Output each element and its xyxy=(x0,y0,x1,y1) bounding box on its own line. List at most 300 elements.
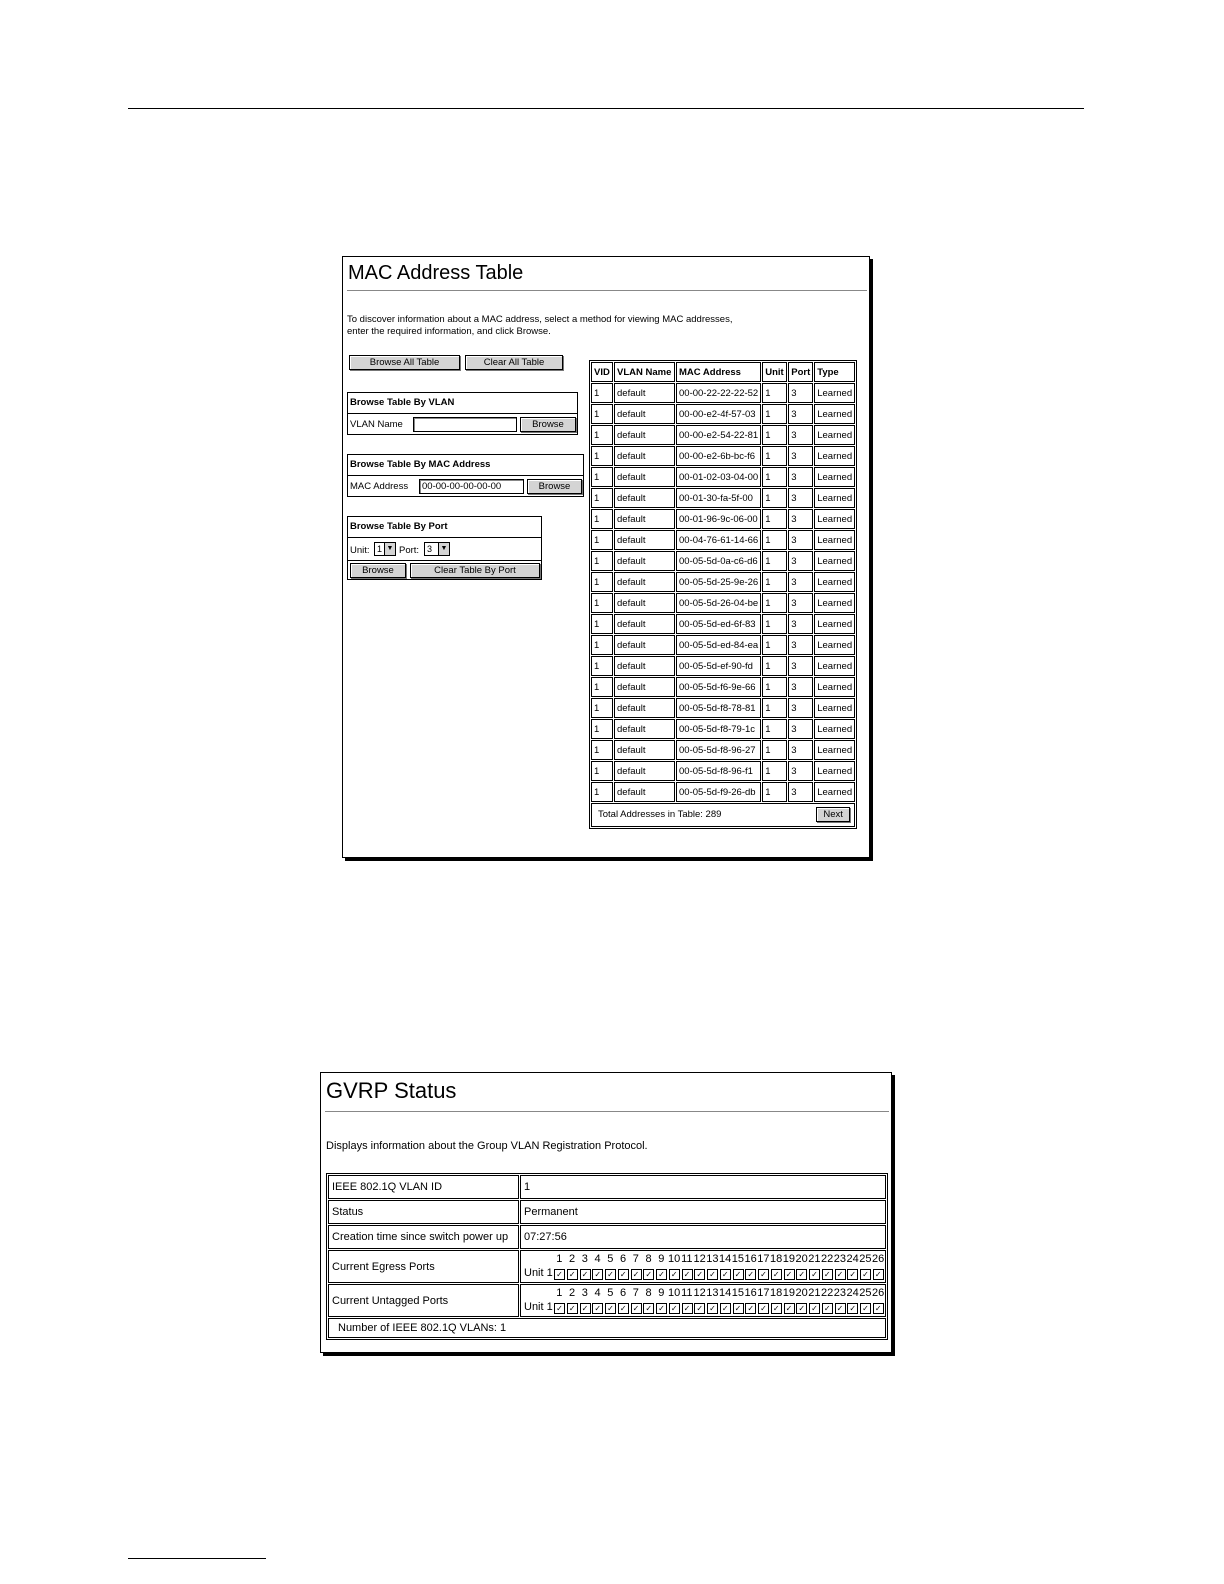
table-cell: 1 xyxy=(762,467,787,487)
port-number: 4 xyxy=(594,1252,601,1265)
port-number: 1 xyxy=(556,1252,563,1265)
table-cell: 1 xyxy=(762,446,787,466)
table-cell: 3 xyxy=(788,551,813,571)
table-cell: 3 xyxy=(788,740,813,760)
port-checkbox[interactable] xyxy=(796,1303,807,1314)
table-cell: 1 xyxy=(762,656,787,676)
port-checkbox[interactable] xyxy=(631,1303,642,1314)
port-checkbox[interactable] xyxy=(809,1303,820,1314)
description-line: enter the required information, and click Browse. xyxy=(347,326,551,337)
table-cell: default xyxy=(614,446,675,466)
browse-by-vlan-button[interactable]: Browse xyxy=(520,417,576,432)
port-number: 18 xyxy=(769,1252,783,1265)
port-checkbox[interactable] xyxy=(771,1269,782,1280)
table-cell: Learned xyxy=(814,614,855,634)
untagged-ports-cell xyxy=(520,1284,886,1317)
port-number: 10 xyxy=(667,1286,681,1299)
port-checkbox[interactable] xyxy=(873,1269,884,1280)
port-checkbox[interactable] xyxy=(758,1303,769,1314)
table-cell: 1 xyxy=(591,614,613,634)
table-cell: 00-05-5d-ed-6f-83 xyxy=(676,614,761,634)
port-number: 13 xyxy=(706,1286,719,1299)
table-cell: Learned xyxy=(814,383,855,403)
table-cell: 1 xyxy=(762,782,787,802)
gvrp-window-description: Displays information about the Group VLAN Registration Protocol. xyxy=(326,1140,648,1152)
table-cell: Learned xyxy=(814,404,855,424)
unit-label: Unit 1 xyxy=(524,1266,553,1279)
table-row xyxy=(591,614,855,634)
chevron-down-icon: ▼ xyxy=(384,543,395,555)
unit-select[interactable] xyxy=(374,542,396,556)
table-cell: 1 xyxy=(591,383,613,403)
port-checkbox[interactable] xyxy=(694,1303,705,1314)
table-cell: Learned xyxy=(814,530,855,550)
port-number: 24 xyxy=(846,1252,859,1265)
port-checkbox[interactable] xyxy=(643,1303,654,1314)
port-number: 11 xyxy=(681,1252,693,1265)
table-cell: Learned xyxy=(814,467,855,487)
port-checkbox[interactable] xyxy=(656,1303,667,1314)
port-number: 9 xyxy=(658,1286,665,1299)
table-cell: 3 xyxy=(788,698,813,718)
port-checkbox[interactable] xyxy=(707,1269,718,1280)
browse-all-table-button[interactable]: Browse All Table xyxy=(349,355,460,370)
table-row xyxy=(328,1225,886,1249)
next-button[interactable]: Next xyxy=(816,807,850,822)
vlan-name-input[interactable] xyxy=(413,417,517,432)
table-cell: Learned xyxy=(814,656,855,676)
port-number: 1 xyxy=(556,1286,563,1299)
port-checkbox[interactable] xyxy=(682,1269,693,1280)
table-cell: 1 xyxy=(762,593,787,613)
title-divider xyxy=(347,290,867,291)
table-row xyxy=(591,719,855,739)
port-checkbox[interactable] xyxy=(669,1303,680,1314)
unit-label: Unit: xyxy=(350,545,370,556)
port-select[interactable] xyxy=(424,542,450,556)
port-checkbox[interactable] xyxy=(720,1269,731,1280)
port-checkbox[interactable] xyxy=(567,1303,578,1314)
port-checkbox[interactable] xyxy=(720,1303,731,1314)
port-number: 10 xyxy=(667,1252,681,1265)
table-row xyxy=(591,698,855,718)
port-checkbox[interactable] xyxy=(567,1269,578,1280)
port-select-value: 3 xyxy=(427,544,433,554)
table-cell: Learned xyxy=(814,509,855,529)
table-cell: Learned xyxy=(814,782,855,802)
port-checkbox[interactable] xyxy=(745,1303,756,1314)
port-number: 8 xyxy=(645,1252,652,1265)
port-number: 16 xyxy=(744,1286,757,1299)
port-number: 8 xyxy=(645,1286,652,1299)
table-cell: default xyxy=(614,572,675,592)
port-checkbox[interactable] xyxy=(784,1303,795,1314)
table-cell: 00-01-02-03-04-00 xyxy=(676,467,761,487)
port-number: 14 xyxy=(718,1286,732,1299)
port-number: 26 xyxy=(871,1252,885,1265)
column-header: Port xyxy=(788,362,813,382)
table-cell: 3 xyxy=(788,446,813,466)
port-number: 19 xyxy=(782,1252,795,1265)
port-checkbox[interactable] xyxy=(860,1303,871,1314)
browse-by-port-heading: Browse Table By Port xyxy=(348,517,541,538)
table-cell: 1 xyxy=(762,635,787,655)
table-cell: 1 xyxy=(591,446,613,466)
egress-ports-label: Current Egress Ports xyxy=(328,1250,519,1283)
port-number: 3 xyxy=(581,1252,588,1265)
port-number: 2 xyxy=(569,1252,576,1265)
port-number: 15 xyxy=(731,1252,744,1265)
port-checkbox[interactable] xyxy=(758,1269,769,1280)
column-header: VLAN Name xyxy=(614,362,675,382)
total-addresses-text: Total Addresses in Table: 289 xyxy=(598,809,722,820)
table-cell: Learned xyxy=(814,593,855,613)
vlan-id-label: IEEE 802.1Q VLAN ID xyxy=(328,1175,519,1199)
table-row xyxy=(591,467,855,487)
table-cell: 3 xyxy=(788,488,813,508)
table-cell: 1 xyxy=(591,551,613,571)
table-cell: 3 xyxy=(788,719,813,739)
table-cell: Learned xyxy=(814,677,855,697)
port-checkbox[interactable] xyxy=(822,1269,833,1280)
table-cell: default xyxy=(614,635,675,655)
port-checkbox[interactable] xyxy=(873,1303,884,1314)
table-cell: 1 xyxy=(591,761,613,781)
port-checkbox[interactable] xyxy=(847,1269,858,1280)
table-cell: default xyxy=(614,656,675,676)
vlan-count-text: Number of IEEE 802.1Q VLANs: 1 xyxy=(328,1318,886,1338)
gvrp-status-table xyxy=(326,1173,888,1340)
table-cell: 1 xyxy=(591,593,613,613)
table-cell: Learned xyxy=(814,572,855,592)
port-checkbox[interactable] xyxy=(835,1269,846,1280)
table-header-row xyxy=(591,362,855,382)
port-checkbox[interactable] xyxy=(733,1269,744,1280)
table-cell: Learned xyxy=(814,425,855,445)
table-cell: 00-05-5d-0a-c6-d6 xyxy=(676,551,761,571)
chevron-down-icon: ▼ xyxy=(438,543,449,555)
egress-ports-cell xyxy=(520,1250,886,1283)
creation-time-value: 07:27:56 xyxy=(520,1225,886,1249)
table-cell: default xyxy=(614,383,675,403)
table-row xyxy=(591,530,855,550)
port-number: 23 xyxy=(833,1286,846,1299)
table-row xyxy=(591,509,855,529)
port-number: 22 xyxy=(820,1252,834,1265)
table-cell: 1 xyxy=(762,698,787,718)
table-cell: 00-04-76-61-14-66 xyxy=(676,530,761,550)
table-row xyxy=(591,572,855,592)
table-cell: 3 xyxy=(788,677,813,697)
table-cell: Learned xyxy=(814,488,855,508)
gvrp-window-title: GVRP Status xyxy=(326,1078,457,1103)
port-checkbox[interactable] xyxy=(605,1269,616,1280)
port-checkbox[interactable] xyxy=(580,1269,591,1280)
port-checkbox[interactable] xyxy=(554,1269,565,1280)
column-header: Unit xyxy=(762,362,787,382)
page-footer-rule xyxy=(128,1558,266,1559)
port-checkbox[interactable] xyxy=(784,1269,795,1280)
table-cell: 1 xyxy=(591,509,613,529)
table-cell: 00-05-5d-f8-96-f1 xyxy=(676,761,761,781)
table-cell: default xyxy=(614,488,675,508)
table-cell: default xyxy=(614,761,675,781)
port-checkbox[interactable] xyxy=(860,1269,871,1280)
table-cell: 3 xyxy=(788,530,813,550)
table-row xyxy=(328,1318,886,1338)
port-number: 6 xyxy=(620,1252,627,1265)
table-cell: default xyxy=(614,719,675,739)
table-cell: Learned xyxy=(814,635,855,655)
table-cell: 00-05-5d-f8-78-81 xyxy=(676,698,761,718)
table-cell: 1 xyxy=(591,467,613,487)
clear-all-table-button[interactable]: Clear All Table xyxy=(465,355,563,370)
port-number: 19 xyxy=(782,1286,795,1299)
table-cell: default xyxy=(614,698,675,718)
table-cell: Learned xyxy=(814,761,855,781)
table-cell: default xyxy=(614,740,675,760)
table-cell: 00-05-5d-f8-79-1c xyxy=(676,719,761,739)
untagged-ports-label: Current Untagged Ports xyxy=(328,1284,519,1317)
browse-by-port-button[interactable]: Browse xyxy=(350,563,406,578)
table-cell: 1 xyxy=(591,635,613,655)
gvrp-status-window xyxy=(320,1072,892,1353)
mac-address-input[interactable]: 00-00-00-00-00-00 xyxy=(419,479,524,494)
port-checkbox[interactable] xyxy=(592,1303,603,1314)
table-cell: 1 xyxy=(591,656,613,676)
table-row xyxy=(591,593,855,613)
browse-by-mac-heading: Browse Table By MAC Address xyxy=(348,455,583,476)
unit-label: Unit 1 xyxy=(524,1300,553,1313)
table-cell: 1 xyxy=(762,383,787,403)
port-checkbox[interactable] xyxy=(682,1303,693,1314)
table-row xyxy=(328,1250,886,1283)
table-cell: Learned xyxy=(814,551,855,571)
table-cell: Learned xyxy=(814,698,855,718)
vlan-id-value: 1 xyxy=(520,1175,886,1199)
table-cell: 00-05-5d-f6-9e-66 xyxy=(676,677,761,697)
port-number: 5 xyxy=(607,1252,614,1265)
port-number: 14 xyxy=(718,1252,732,1265)
table-cell: 3 xyxy=(788,509,813,529)
panel-divider xyxy=(348,560,541,561)
table-cell: 1 xyxy=(591,572,613,592)
table-cell: Learned xyxy=(814,740,855,760)
description-line: To discover information about a MAC address, select a method for viewing MAC addresses, xyxy=(347,314,733,325)
table-cell: 1 xyxy=(591,425,613,445)
table-cell: 1 xyxy=(591,488,613,508)
table-cell: default xyxy=(614,782,675,802)
mac-window-description xyxy=(347,314,732,338)
table-cell: 00-01-30-fa-5f-00 xyxy=(676,488,761,508)
port-checkbox[interactable] xyxy=(733,1303,744,1314)
port-checkbox[interactable] xyxy=(605,1303,616,1314)
port-checkbox[interactable] xyxy=(580,1303,591,1314)
port-number: 3 xyxy=(581,1286,588,1299)
port-number: 12 xyxy=(693,1252,706,1265)
table-row xyxy=(328,1284,886,1317)
table-cell: 1 xyxy=(762,509,787,529)
table-cell: 3 xyxy=(788,761,813,781)
table-cell: default xyxy=(614,530,675,550)
table-cell: 1 xyxy=(591,740,613,760)
table-cell: 1 xyxy=(762,677,787,697)
table-cell: 00-05-5d-ed-84-ea xyxy=(676,635,761,655)
port-number: 6 xyxy=(620,1286,627,1299)
table-cell: default xyxy=(614,425,675,445)
table-cell: 3 xyxy=(788,614,813,634)
table-cell: 00-00-e2-6b-bc-f6 xyxy=(676,446,761,466)
table-row xyxy=(591,446,855,466)
port-checkbox[interactable] xyxy=(694,1269,705,1280)
egress-port-grid xyxy=(524,1252,885,1282)
table-row xyxy=(591,383,855,403)
port-number: 5 xyxy=(607,1286,614,1299)
table-cell: 1 xyxy=(762,572,787,592)
table-cell: 1 xyxy=(591,698,613,718)
port-checkbox[interactable] xyxy=(771,1303,782,1314)
port-number: 15 xyxy=(731,1286,744,1299)
port-checkbox[interactable] xyxy=(835,1303,846,1314)
table-row xyxy=(591,404,855,424)
port-checkbox[interactable] xyxy=(745,1269,756,1280)
table-cell: 00-05-5d-ef-90-fd xyxy=(676,656,761,676)
table-cell: default xyxy=(614,467,675,487)
table-cell: 00-01-96-9c-06-00 xyxy=(676,509,761,529)
port-number: 12 xyxy=(693,1286,706,1299)
table-cell: 00-05-5d-f9-26-db xyxy=(676,782,761,802)
table-cell: 1 xyxy=(762,740,787,760)
table-row xyxy=(591,425,855,445)
port-number: 23 xyxy=(833,1252,846,1265)
table-cell: 3 xyxy=(788,572,813,592)
port-checkbox[interactable] xyxy=(631,1269,642,1280)
port-number: 20 xyxy=(795,1286,808,1299)
mac-address-table xyxy=(589,360,857,829)
port-checkbox[interactable] xyxy=(707,1303,718,1314)
port-checkbox[interactable] xyxy=(809,1269,820,1280)
mac-window-title: MAC Address Table xyxy=(348,262,524,284)
table-cell: 1 xyxy=(762,761,787,781)
port-number: 24 xyxy=(846,1286,859,1299)
port-number: 17 xyxy=(757,1286,770,1299)
table-cell: 1 xyxy=(591,404,613,424)
port-checkbox[interactable] xyxy=(618,1303,629,1314)
port-number: 2 xyxy=(569,1286,576,1299)
page-header-rule xyxy=(128,108,1084,109)
table-cell: 00-00-e2-4f-57-03 xyxy=(676,404,761,424)
table-row xyxy=(328,1175,886,1199)
creation-time-label: Creation time since switch power up xyxy=(328,1225,519,1249)
port-number: 21 xyxy=(808,1286,821,1299)
table-cell: 00-00-e2-54-22-81 xyxy=(676,425,761,445)
browse-by-mac-button[interactable]: Browse xyxy=(527,479,582,494)
table-cell: 3 xyxy=(788,467,813,487)
table-cell: 1 xyxy=(762,719,787,739)
port-number: 13 xyxy=(706,1252,719,1265)
port-number: 22 xyxy=(820,1286,834,1299)
table-cell: 1 xyxy=(762,530,787,550)
table-cell: default xyxy=(614,593,675,613)
table-cell: 00-05-5d-26-04-be xyxy=(676,593,761,613)
table-cell: 1 xyxy=(762,614,787,634)
browse-by-port-panel xyxy=(347,516,542,580)
table-cell: 3 xyxy=(788,656,813,676)
port-number: 7 xyxy=(632,1286,639,1299)
table-cell: default xyxy=(614,404,675,424)
mac-address-label: MAC Address xyxy=(350,481,409,492)
port-checkbox[interactable] xyxy=(554,1303,565,1314)
port-number: 17 xyxy=(757,1252,770,1265)
table-cell: 3 xyxy=(788,404,813,424)
table-row xyxy=(591,677,855,697)
table-row xyxy=(591,488,855,508)
table-cell: Learned xyxy=(814,719,855,739)
port-number: 20 xyxy=(795,1252,808,1265)
table-cell: 1 xyxy=(591,782,613,802)
table-cell: 1 xyxy=(762,425,787,445)
port-checkbox[interactable] xyxy=(822,1303,833,1314)
port-number: 26 xyxy=(871,1286,885,1299)
column-header: MAC Address xyxy=(676,362,761,382)
table-cell: default xyxy=(614,677,675,697)
port-number: 25 xyxy=(859,1286,872,1299)
port-number: 7 xyxy=(632,1252,639,1265)
port-checkbox[interactable] xyxy=(656,1269,667,1280)
port-checkbox[interactable] xyxy=(592,1269,603,1280)
port-checkbox[interactable] xyxy=(796,1269,807,1280)
port-checkbox[interactable] xyxy=(618,1269,629,1280)
table-cell: default xyxy=(614,509,675,529)
table-footer-row xyxy=(591,803,855,827)
table-cell: 1 xyxy=(591,719,613,739)
port-number: 11 xyxy=(681,1286,693,1299)
table-row xyxy=(591,740,855,760)
port-checkbox[interactable] xyxy=(847,1303,858,1314)
table-row xyxy=(591,635,855,655)
port-number: 21 xyxy=(808,1252,821,1265)
table-cell: 3 xyxy=(788,635,813,655)
table-cell: 00-05-5d-f8-96-27 xyxy=(676,740,761,760)
table-cell: 1 xyxy=(591,530,613,550)
browse-by-mac-panel xyxy=(347,454,584,497)
status-label: Status xyxy=(328,1200,519,1224)
port-checkbox[interactable] xyxy=(669,1269,680,1280)
table-cell: 3 xyxy=(788,383,813,403)
table-cell: 1 xyxy=(762,488,787,508)
table-cell: 3 xyxy=(788,425,813,445)
browse-by-vlan-heading: Browse Table By VLAN xyxy=(348,393,577,414)
column-header: Type xyxy=(814,362,855,382)
table-row xyxy=(591,761,855,781)
table-cell: 3 xyxy=(788,593,813,613)
clear-table-by-port-button[interactable]: Clear Table By Port xyxy=(410,563,540,578)
table-cell: 1 xyxy=(591,677,613,697)
table-row xyxy=(591,782,855,802)
port-number: 16 xyxy=(744,1252,757,1265)
table-row xyxy=(591,656,855,676)
table-cell: 1 xyxy=(762,404,787,424)
vlan-name-label: VLAN Name xyxy=(350,419,403,430)
table-row xyxy=(328,1200,886,1224)
port-checkbox[interactable] xyxy=(643,1269,654,1280)
column-header: VID xyxy=(591,362,613,382)
table-cell: default xyxy=(614,551,675,571)
port-number: 25 xyxy=(859,1252,872,1265)
mac-address-table-window xyxy=(342,256,870,858)
table-cell: 00-05-5d-25-9e-26 xyxy=(676,572,761,592)
port-label: Port: xyxy=(399,545,420,556)
